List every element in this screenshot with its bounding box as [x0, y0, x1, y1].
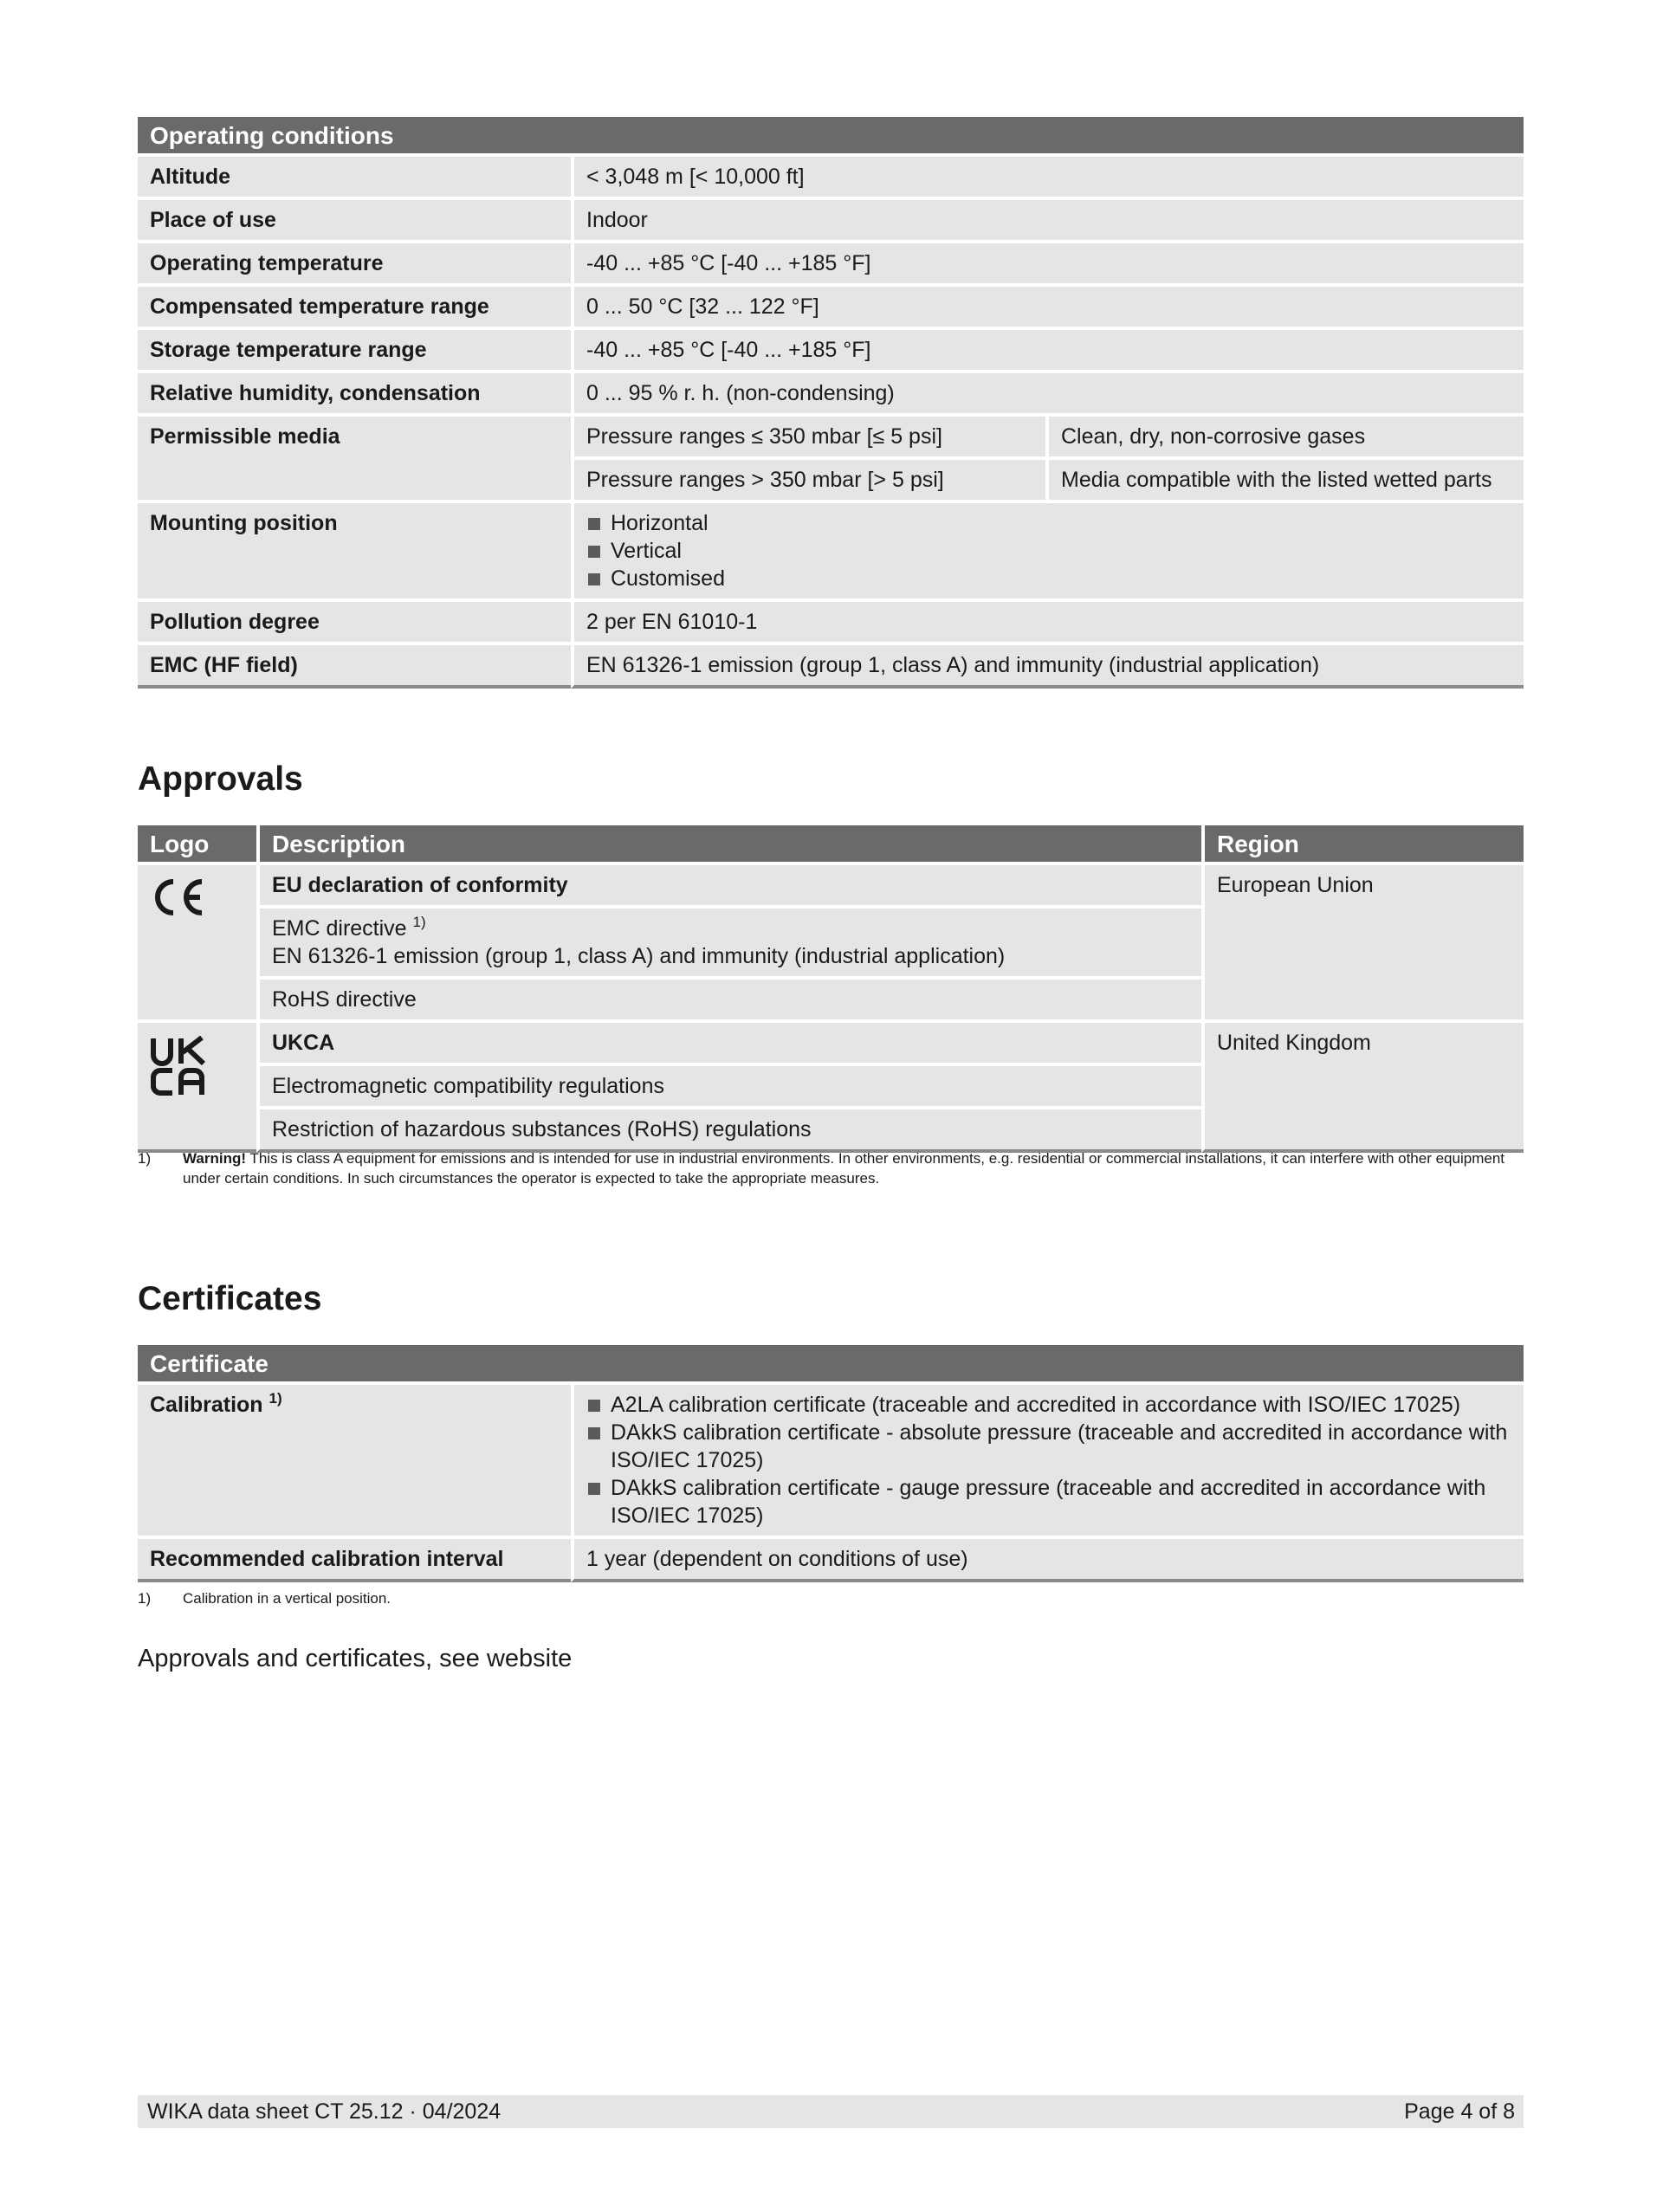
ce-title: EU declaration of conformity — [256, 865, 1201, 909]
footnote-number: 1) — [138, 1150, 152, 1167]
column-header-region: Region — [1201, 825, 1524, 865]
row-value: Indoor — [571, 200, 1524, 243]
approvals-note: Approvals and certificates, see website — [138, 1645, 573, 1672]
ukca-mark-icon — [150, 1036, 207, 1096]
list-item: Customised — [586, 565, 1512, 592]
media-desc: Media compatible with the listed wetted parts — [1045, 460, 1524, 503]
certificates-footnote — [138, 1588, 1524, 1608]
row-value: 0 ... 50 °C [32 ... 122 °F] — [571, 287, 1524, 330]
ukca-logo-cell — [138, 1023, 256, 1153]
footnote-body: This is class A equipment for emissions and is intended for use in industrial environments. In other environments, e.g. residential or commercial installations, it can interfere with other equipment under certain conditions. In such circumstances the operator is expected to take the appropriate measures. — [183, 1150, 1504, 1187]
mounting-label: Mounting position — [138, 503, 571, 602]
operating-conditions-section — [138, 117, 1524, 689]
calibration-list — [586, 1391, 1512, 1530]
emc-value: EN 61326-1 emission (group 1, class A) and immunity (industrial application) — [571, 645, 1524, 689]
approvals-heading: Approvals — [138, 760, 303, 798]
page-footer — [138, 2095, 1524, 2128]
ce-logo-cell — [138, 865, 256, 1023]
footer-doc-id: WIKA data sheet CT 25.12 · 04/2024 — [147, 2099, 501, 2124]
emc-label: EMC (HF field) — [138, 645, 571, 689]
list-item: A2LA calibration certificate (traceable and accredited in accordance with ISO/IEC 17025) — [586, 1391, 1512, 1419]
footnote-ref: 1) — [269, 1390, 282, 1407]
table-row — [138, 417, 1524, 460]
calibration-value — [571, 1385, 1524, 1539]
row-value: 0 ... 95 % r. h. (non-condensing) — [571, 373, 1524, 417]
list-item: DAkkS calibration certificate - gauge pressure (traceable and accredited in accordance with ISO/IEC 17025) — [586, 1474, 1512, 1530]
ce-region: European Union — [1201, 865, 1524, 1023]
ce-rohs: RoHS directive — [256, 980, 1201, 1023]
table-row — [138, 287, 1524, 330]
table-row — [138, 602, 1524, 645]
table-row — [138, 200, 1524, 243]
table-row — [138, 243, 1524, 287]
row-value: < 3,048 m [< 10,000 ft] — [571, 157, 1524, 200]
certificates-header: Certificate — [138, 1345, 1524, 1385]
operating-conditions-table — [138, 117, 1524, 689]
column-header-description: Description — [256, 825, 1201, 865]
table-row — [138, 865, 1524, 909]
row-label: Compensated temperature range — [138, 287, 571, 330]
footnote-ref: 1) — [412, 914, 426, 930]
certificates-section — [138, 1345, 1524, 1582]
ukca-title: UKCA — [256, 1023, 1201, 1066]
certificates-table — [138, 1345, 1524, 1582]
table-row — [138, 1539, 1524, 1582]
ce-emc-detail: EN 61326-1 emission (group 1, class A) and immunity (industrial application) — [272, 944, 1006, 968]
interval-label: Recommended calibration interval — [138, 1539, 571, 1582]
footer-page-number: Page 4 of 8 — [1404, 2099, 1515, 2124]
approvals-table — [138, 825, 1524, 1153]
ce-mark-icon — [150, 876, 205, 918]
approvals-footnote — [138, 1148, 1524, 1188]
operating-conditions-header: Operating conditions — [138, 117, 1524, 157]
ce-emc: EMC directive — [272, 916, 407, 941]
table-row — [138, 1385, 1524, 1539]
column-header-logo: Logo — [138, 825, 256, 865]
list-item: DAkkS calibration certificate - absolute pressure (traceable and accredited in accordance with ISO/IEC 17025) — [586, 1419, 1512, 1474]
ukca-rohs: Restriction of hazardous substances (RoHS) regulations — [256, 1109, 1201, 1153]
row-label: Place of use — [138, 200, 571, 243]
footnote-warning: Warning! — [183, 1150, 247, 1167]
table-row — [138, 645, 1524, 689]
certificates-heading: Certificates — [138, 1280, 322, 1317]
footnote-text — [183, 1148, 1524, 1188]
interval-value: 1 year (dependent on conditions of use) — [571, 1539, 1524, 1582]
ukca-emc: Electromagnetic compatibility regulations — [256, 1066, 1201, 1109]
table-row — [138, 373, 1524, 417]
calibration-label: Calibration — [150, 1393, 263, 1417]
calibration-label-cell — [138, 1385, 571, 1539]
table-row — [138, 503, 1524, 602]
list-item: Vertical — [586, 537, 1512, 565]
ukca-region: United Kingdom — [1201, 1023, 1524, 1153]
mounting-value — [571, 503, 1524, 602]
row-label: Storage temperature range — [138, 330, 571, 373]
pollution-label: Pollution degree — [138, 602, 571, 645]
ce-emc-cell — [256, 909, 1201, 980]
list-item: Horizontal — [586, 509, 1512, 537]
footnote-text: Calibration in a vertical position. — [183, 1590, 391, 1607]
media-range: Pressure ranges ≤ 350 mbar [≤ 5 psi] — [571, 417, 1045, 460]
row-value: -40 ... +85 °C [-40 ... +185 °F] — [571, 330, 1524, 373]
media-desc: Clean, dry, non-corrosive gases — [1045, 417, 1524, 460]
row-value: -40 ... +85 °C [-40 ... +185 °F] — [571, 243, 1524, 287]
table-row — [138, 1023, 1524, 1066]
row-label: Altitude — [138, 157, 571, 200]
table-row — [138, 330, 1524, 373]
row-label: Operating temperature — [138, 243, 571, 287]
footnote-number: 1) — [138, 1590, 152, 1607]
mounting-list — [586, 509, 1512, 592]
media-range: Pressure ranges > 350 mbar [> 5 psi] — [571, 460, 1045, 503]
pollution-value: 2 per EN 61010-1 — [571, 602, 1524, 645]
row-label: Relative humidity, condensation — [138, 373, 571, 417]
media-label: Permissible media — [138, 417, 571, 503]
approvals-section — [138, 825, 1524, 1153]
table-row — [138, 157, 1524, 200]
